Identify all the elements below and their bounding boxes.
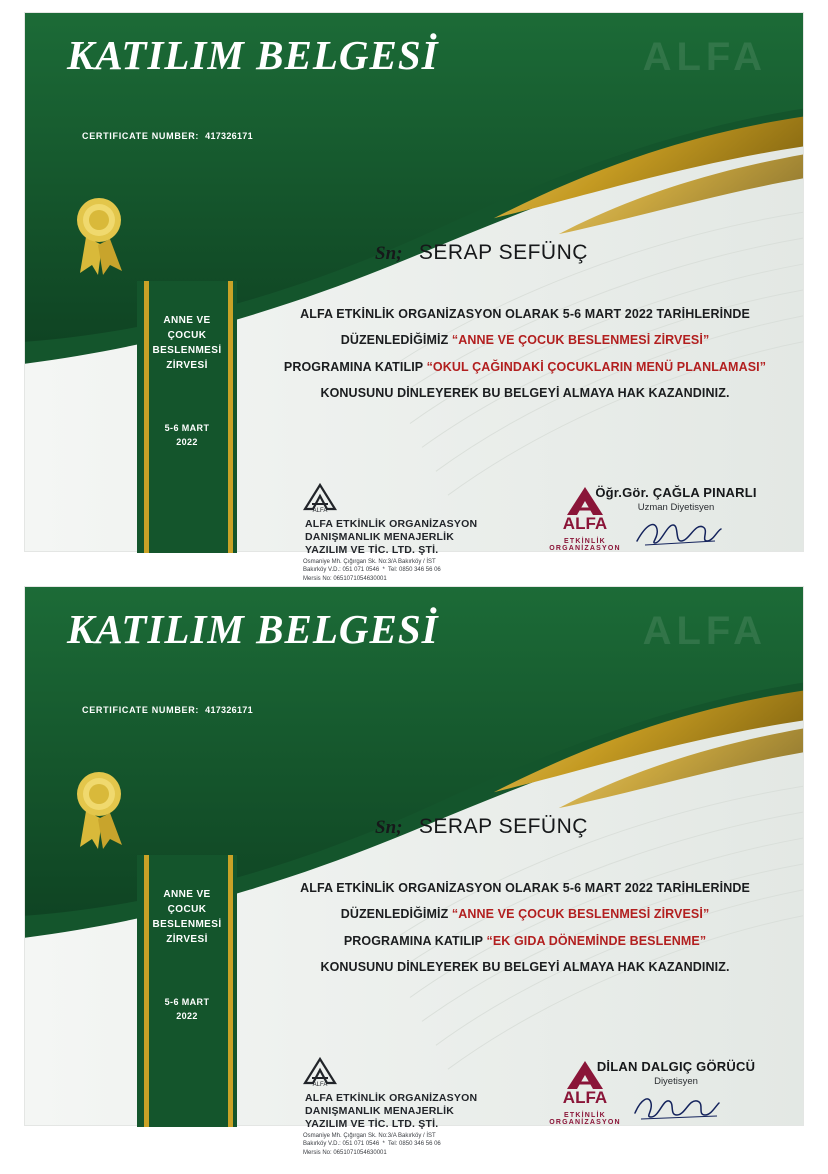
recipient-line xyxy=(375,241,588,265)
body-line-2-prefix: DÜZENLEDİĞİMİZ xyxy=(340,333,449,348)
alfa-center-logo-sub: ETKİNLİK ORGANİZASYON xyxy=(549,1112,621,1126)
signer-name: Öğr.Gör. ÇAĞLA PINARLI xyxy=(595,485,757,500)
certificate-number xyxy=(82,705,253,715)
recipient-name: SERAP SEFÜNÇ xyxy=(418,241,588,264)
page-title: KATILIM BELGESİ xyxy=(67,32,439,78)
signer-role: Uzman Diyetisyen xyxy=(637,502,715,513)
certificate-body xyxy=(255,875,795,980)
alfa-center-logo-sub: ETKİNLİK ORGANİZASYON xyxy=(549,538,621,552)
body-line-2 xyxy=(255,901,795,927)
body-line-1: ALFA ETKİNLİK ORGANİZASYON OLARAK 5-6 MART 2022 TARİHLERİNDE xyxy=(300,307,750,321)
company-name: ALFA ETKİNLİK ORGANİZASYON DANIŞMANLIK MENAJERLİK YAZILIM VE TİC. LTD. ŞTİ. xyxy=(305,1092,478,1131)
company-name: ALFA ETKİNLİK ORGANİZASYON DANIŞMANLIK MENAJERLİK YAZILIM VE TİC. LTD. ŞTİ. xyxy=(305,518,478,557)
recipient-name: SERAP SEFÜNÇ xyxy=(418,815,588,838)
svg-text:ALFA: ALFA xyxy=(312,508,328,514)
page-title: KATILIM BELGESİ xyxy=(67,606,439,652)
certificate-number xyxy=(82,131,253,141)
body-line-3-highlight: “OKUL ÇAĞINDAKİ ÇOCUKLARIN MENÜ PLANLAMASI” xyxy=(426,359,767,374)
certificate-card xyxy=(24,586,804,1156)
signature-block xyxy=(571,485,781,554)
body-line-3-prefix: PROGRAMINA KATILIP xyxy=(283,359,423,374)
company-fineprint: Osmaniye Mh. Çığırgan Sk. No:3/A Bakırköy / İST Bakırköy V.D.: 051 071 0546 * Tel: 0850 346 56 06 Mersis No: 0651071054630001 xyxy=(303,559,441,582)
signature-icon xyxy=(611,515,741,549)
body-line-2-prefix: DÜZENLEDİĞİMİZ xyxy=(340,907,449,922)
svg-text:ALFA: ALFA xyxy=(562,514,608,533)
body-line-2 xyxy=(255,327,795,353)
rosette-seal-icon xyxy=(70,193,130,279)
rosette-seal-icon xyxy=(70,767,130,853)
certificate-number-value: 417326171 xyxy=(205,131,253,141)
recipient-prefix: Sn; xyxy=(375,817,403,838)
ribbon-event-title: ANNE VE ÇOCUK BESLENMESİ ZİRVESİ xyxy=(152,315,222,371)
certificate-card xyxy=(24,12,804,582)
signer-role: Diyetisyen xyxy=(654,1076,698,1087)
ribbon-event-date: 5-6 MART 2022 xyxy=(164,997,210,1022)
ribbon-event-date: 5-6 MART 2022 xyxy=(164,423,210,448)
body-line-4: KONUSUNU DİNLEYEREK BU BELGEYİ ALMAYA HAK KAZANDINIZ. xyxy=(320,959,730,974)
body-line-3-prefix: PROGRAMINA KATILIP xyxy=(343,933,483,948)
body-line-3-highlight: “EK GIDA DÖNEMİNDE BESLENME” xyxy=(486,933,707,948)
recipient-prefix: Sn; xyxy=(375,243,403,264)
company-fineprint: Osmaniye Mh. Çığırgan Sk. No:3/A Bakırköy / İST Bakırköy V.D.: 051 071 0546 * Tel: 0850 346 56 06 Mersis No: 0651071054630001 xyxy=(303,1133,441,1156)
signature-block xyxy=(571,1059,781,1128)
body-line-2-highlight: “ANNE VE ÇOCUK BESLENMESİ ZİRVESİ” xyxy=(451,907,710,922)
svg-text:ALFA: ALFA xyxy=(312,1082,328,1088)
body-line-3 xyxy=(255,928,795,954)
ribbon-event-title: ANNE VE ÇOCUK BESLENMESİ ZİRVESİ xyxy=(152,889,222,945)
alfa-watermark: ALFA xyxy=(642,35,767,79)
signer-name: DİLAN DALGIÇ GÖRÜCÜ xyxy=(596,1059,756,1074)
company-stamp xyxy=(303,1057,493,1157)
signature-icon xyxy=(611,1089,741,1123)
body-line-3 xyxy=(255,354,795,380)
certificate-body xyxy=(255,301,795,406)
recipient-line xyxy=(375,815,588,839)
company-stamp xyxy=(303,483,493,583)
body-line-4: KONUSUNU DİNLEYEREK BU BELGEYİ ALMAYA HAK KAZANDINIZ. xyxy=(320,385,730,400)
alfa-small-logo-icon xyxy=(303,1057,337,1092)
certificate-number-label: CERTIFICATE NUMBER: xyxy=(82,705,200,715)
alfa-watermark: ALFA xyxy=(642,609,767,653)
alfa-small-logo-icon xyxy=(303,483,337,518)
svg-text:ALFA: ALFA xyxy=(562,1088,608,1107)
certificate-number-value: 417326171 xyxy=(205,705,253,715)
body-line-1: ALFA ETKİNLİK ORGANİZASYON OLARAK 5-6 MART 2022 TARİHLERİNDE xyxy=(300,881,750,895)
certificate-number-label: CERTIFICATE NUMBER: xyxy=(82,131,200,141)
body-line-2-highlight: “ANNE VE ÇOCUK BESLENMESİ ZİRVESİ” xyxy=(451,333,710,348)
